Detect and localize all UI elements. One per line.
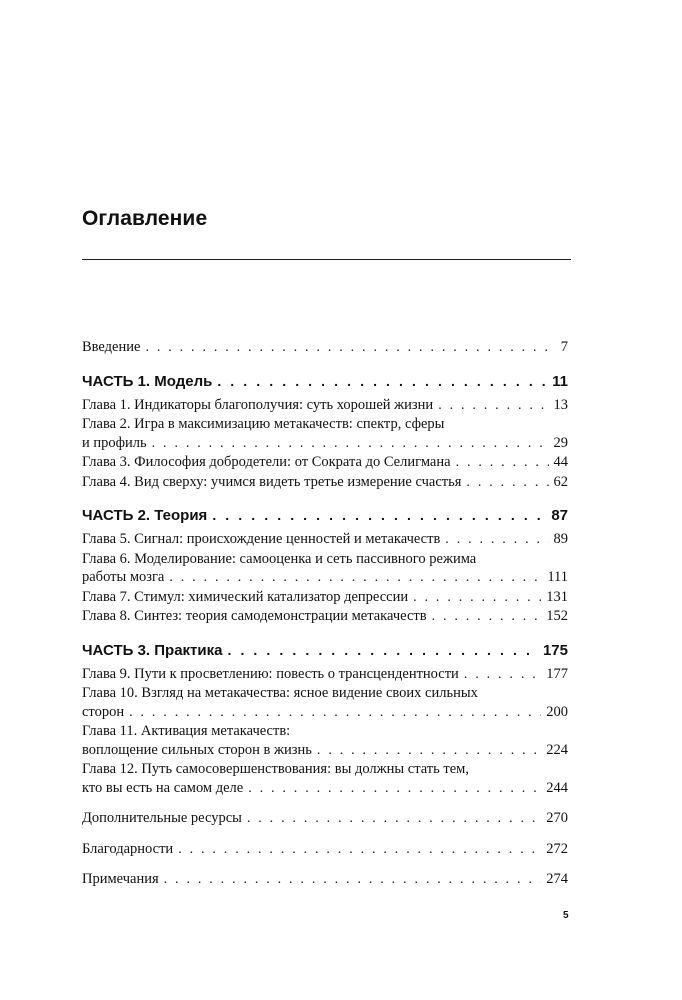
- toc-entry-title: Глава 4. Вид сверху: учимся видеть третье измерение счастья: [82, 473, 462, 490]
- leader-dots: [247, 810, 541, 829]
- toc-entry-ch1[interactable]: [82, 396, 568, 416]
- toc-entry-title-line1: Глава 6. Моделирование: самооценка и сеть пассивного режима: [82, 550, 477, 567]
- toc-entry-title-line1: Глава 11. Активация метакачеств:: [82, 723, 291, 739]
- toc-entry-title: Введение: [82, 339, 141, 355]
- leader-dots: [445, 531, 548, 550]
- toc-entry-page: 177: [546, 665, 568, 682]
- toc-entry-ch2[interactable]: [82, 415, 568, 453]
- toc-entry-page: 224: [546, 741, 568, 758]
- leader-dots: [217, 371, 547, 391]
- toc-entry-title-line2: сторон: [82, 703, 125, 720]
- leader-dots: [164, 871, 542, 890]
- toc-entry-title: Глава 9. Пути к просветлению: повесть о трансцендентности: [82, 665, 459, 682]
- toc-entry-page: 29: [553, 434, 568, 451]
- toc-entry-ch10[interactable]: [82, 684, 568, 722]
- toc-part-3[interactable]: [82, 640, 568, 661]
- leader-dots: [413, 589, 541, 608]
- leader-dots: [145, 339, 555, 358]
- toc-entry-title: Глава 7. Стимул: химический катализатор депрессии: [82, 588, 409, 605]
- toc-entry-title-line2: кто вы есть на самом деле: [82, 779, 244, 796]
- toc-entry-title-line2: воплощение сильных сторон в жизнь: [82, 741, 312, 758]
- page-title: Оглавление: [82, 207, 208, 230]
- title-divider: [82, 259, 571, 260]
- leader-dots: [152, 435, 549, 454]
- toc-entry-page: 272: [546, 840, 568, 857]
- toc-part-page: 175: [542, 641, 568, 659]
- toc-entry-notes[interactable]: [82, 870, 568, 890]
- toc-part-title: ЧАСТЬ 2. Теория: [82, 507, 208, 524]
- toc-entry-page: 270: [546, 810, 568, 826]
- toc-entry-title: Глава 5. Сигнал: происхождение ценностей и метакачеств: [82, 531, 441, 547]
- toc-entry-page: 244: [546, 779, 568, 796]
- toc-entry-page: 274: [546, 871, 568, 887]
- toc-entry-page: 89: [553, 531, 568, 547]
- toc-entry-title-line1: Глава 12. Путь самосовершенствования: вы должны стать тем,: [82, 761, 469, 777]
- toc-entry-thanks[interactable]: [82, 840, 568, 860]
- leader-dots: [438, 397, 548, 416]
- toc-part-2[interactable]: [82, 505, 568, 526]
- toc-entry-page: 111: [547, 569, 568, 585]
- toc-entry-ch7[interactable]: [82, 588, 568, 608]
- leader-dots: [227, 640, 538, 660]
- toc-entry-title: Благодарности: [82, 840, 174, 857]
- toc-part-1[interactable]: [82, 371, 568, 392]
- toc-entry-page: 200: [546, 703, 568, 720]
- leader-dots: [212, 505, 546, 525]
- table-of-contents: [82, 338, 568, 890]
- toc-part-page: 87: [551, 507, 568, 524]
- toc-entry-title-line2: работы мозга: [82, 569, 165, 585]
- leader-dots: [248, 780, 541, 799]
- leader-dots: [169, 569, 542, 588]
- toc-entry-ch5[interactable]: [82, 530, 568, 550]
- toc-entry-title-line1: Глава 10. Взгляд на метакачества: ясное видение своих сильных: [82, 685, 478, 701]
- toc-entry-page: 7: [560, 339, 568, 355]
- leader-dots: [317, 742, 541, 761]
- page-number: 5: [563, 910, 569, 921]
- leader-dots: [456, 454, 549, 473]
- toc-part-page: 11: [552, 372, 568, 390]
- leader-dots: [432, 608, 542, 627]
- toc-entry-title: Дополнительные ресурсы: [82, 810, 242, 826]
- toc-entry-page: 13: [553, 396, 568, 413]
- toc-entry-title: Глава 3. Философия добродетели: от Сократа до Селигмана: [82, 454, 451, 470]
- toc-entry-title-line2: и профиль: [82, 434, 147, 451]
- toc-entry-ch6[interactable]: [82, 550, 568, 588]
- toc-part-title: ЧАСТЬ 1. Модель: [82, 372, 213, 390]
- leader-dots: [178, 841, 541, 860]
- leader-dots: [466, 474, 548, 493]
- toc-entry-page: 44: [553, 454, 568, 470]
- toc-entry-page: 62: [553, 473, 568, 490]
- toc-entry-title-line1: Глава 2. Игра в максимизацию метакачеств: спектр, сферы: [82, 416, 445, 432]
- toc-entry-title: Примечания: [82, 871, 159, 887]
- toc-entry-title: Глава 8. Синтез: теория самодемонстрации метакачеств: [82, 608, 427, 624]
- toc-part-title: ЧАСТЬ 3. Практика: [82, 641, 223, 659]
- leader-dots: [464, 666, 541, 685]
- toc-entry-page: 131: [546, 588, 568, 605]
- toc-entry-title: Глава 1. Индикаторы благополучия: суть хорошей жизни: [82, 396, 434, 413]
- toc-entry-resources[interactable]: [82, 809, 568, 829]
- toc-entry-ch12[interactable]: [82, 760, 568, 798]
- toc-entry-ch9[interactable]: [82, 665, 568, 685]
- toc-entry-intro[interactable]: [82, 338, 568, 358]
- toc-entry-ch11[interactable]: [82, 722, 568, 760]
- toc-entry-page: 152: [546, 608, 568, 624]
- leader-dots: [129, 704, 541, 723]
- toc-entry-ch8[interactable]: [82, 607, 568, 627]
- toc-entry-ch4[interactable]: [82, 473, 568, 493]
- toc-entry-ch3[interactable]: [82, 453, 568, 473]
